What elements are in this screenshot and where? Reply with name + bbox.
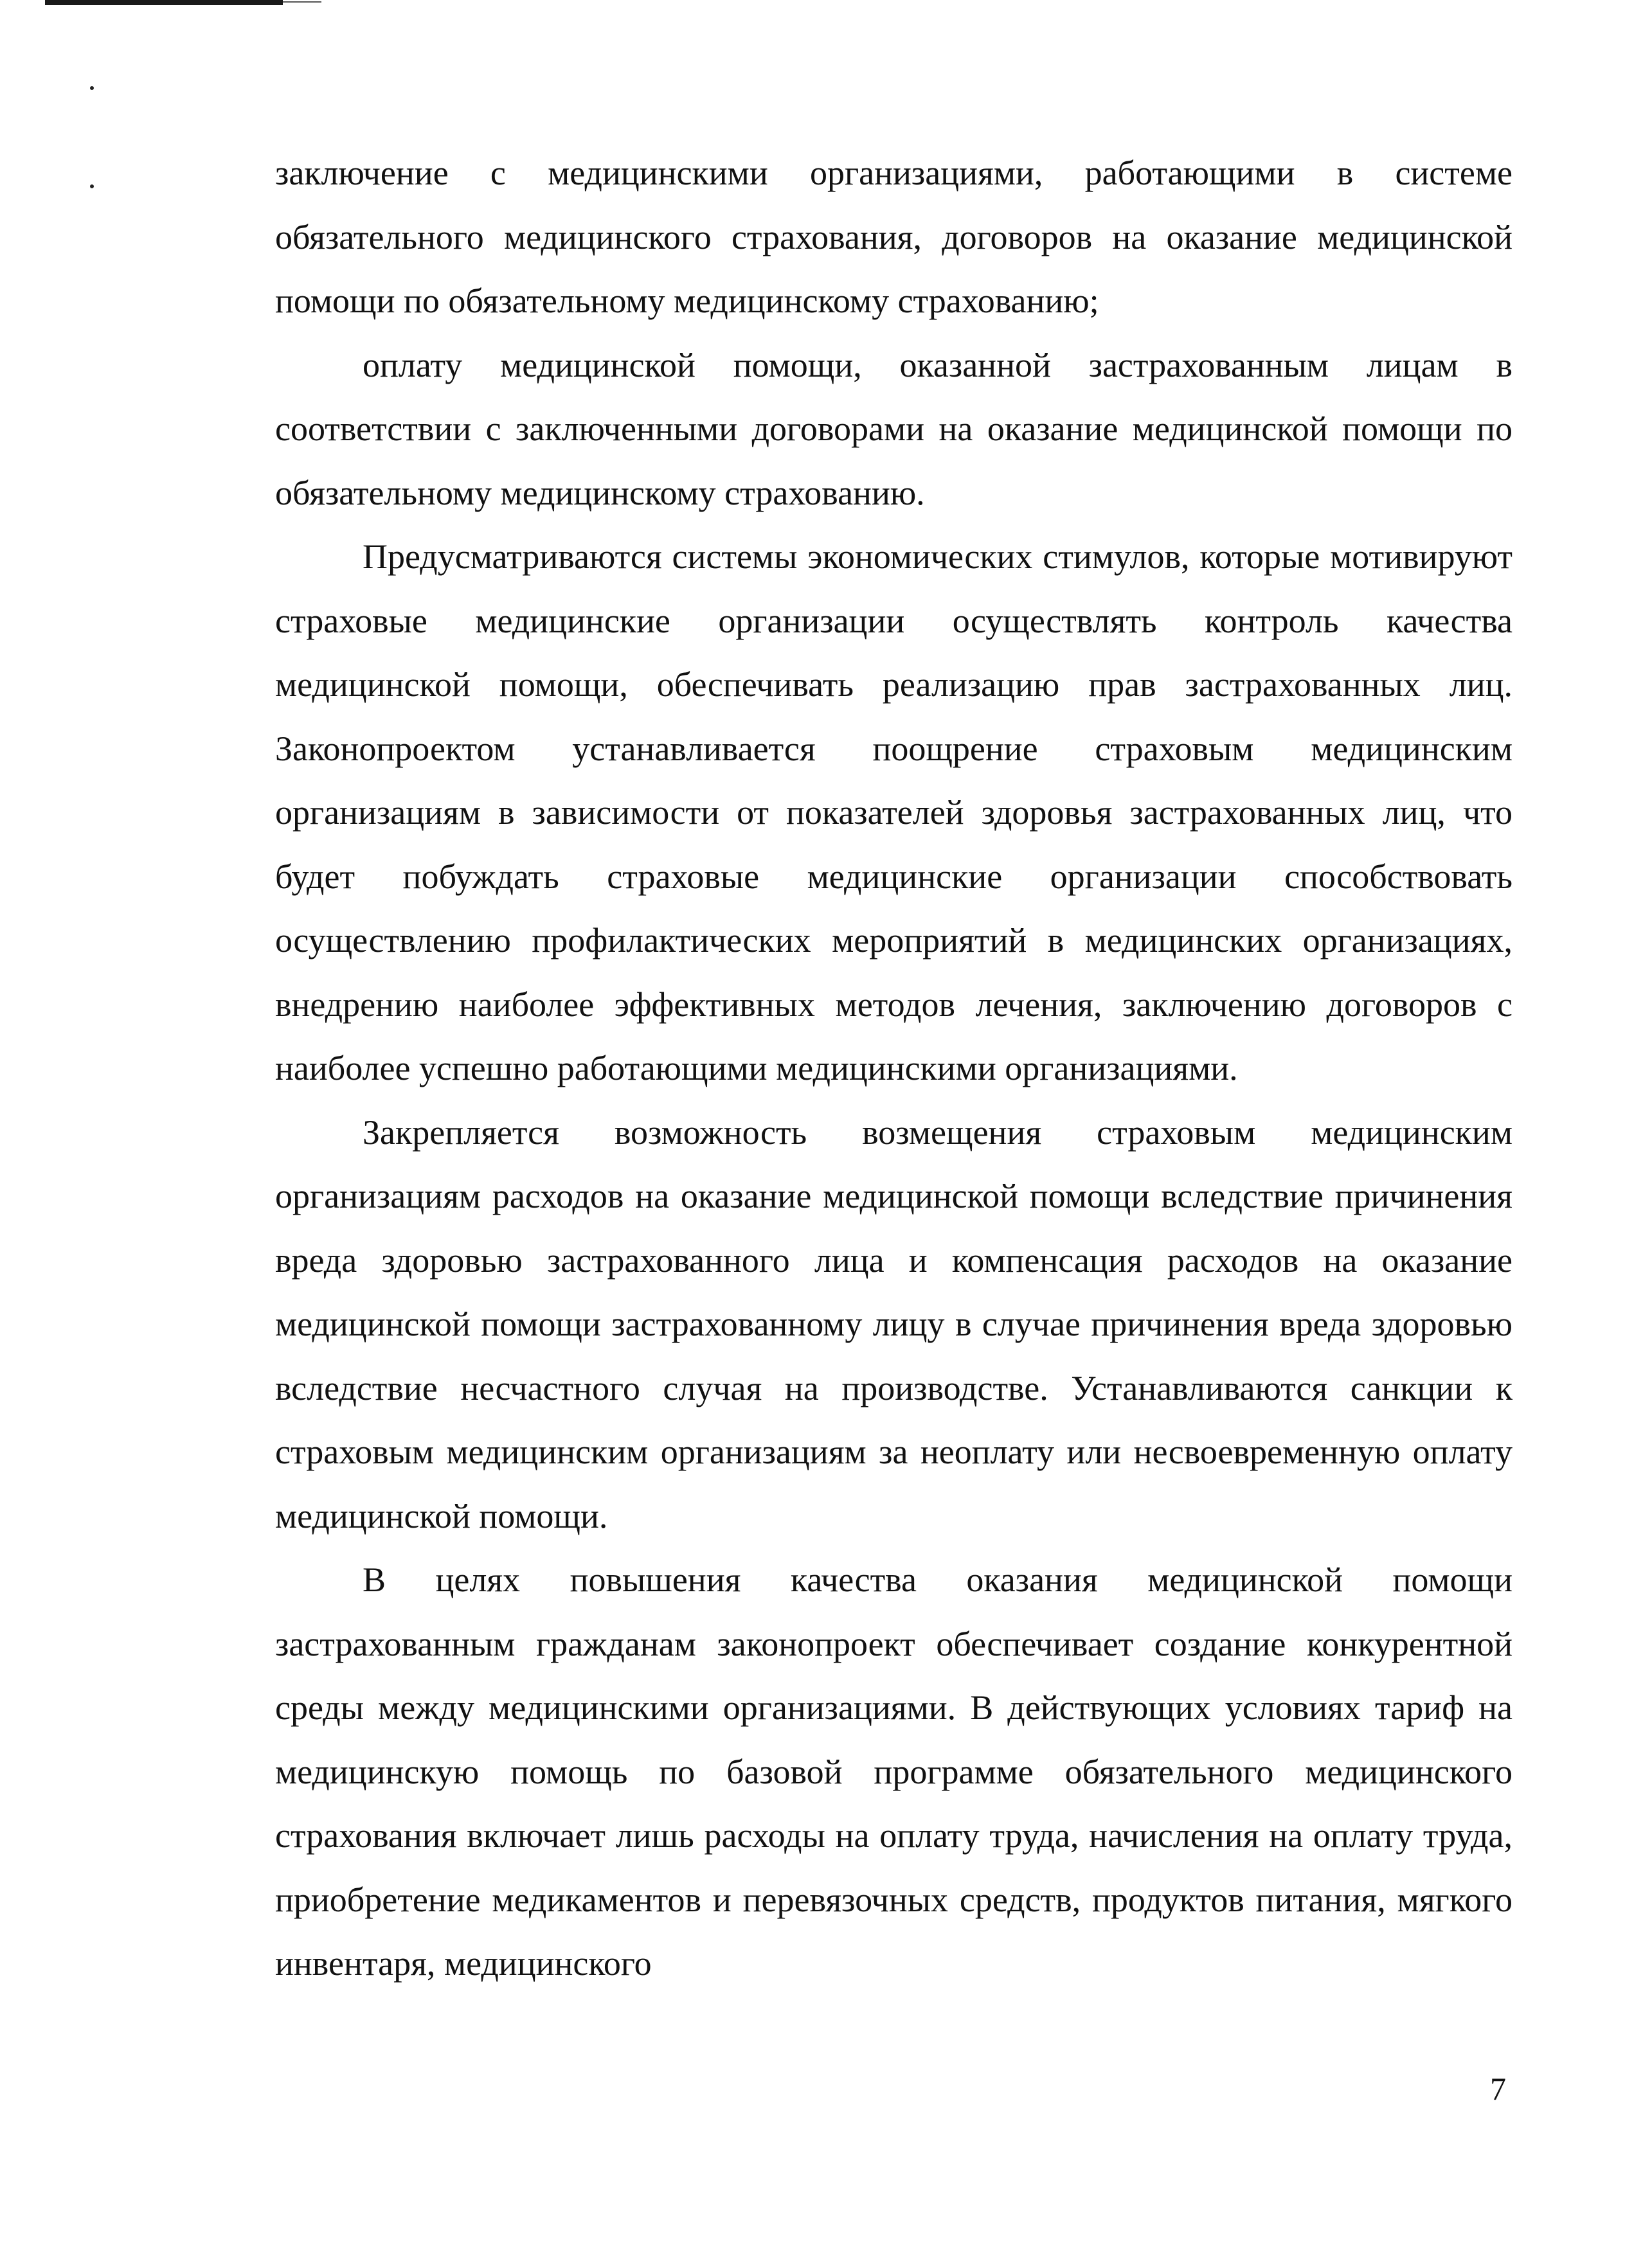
- page-number: 7: [1490, 2071, 1506, 2107]
- scan-edge-mark: [45, 0, 283, 5]
- paragraph: Закрепляется возможность возмещения страховым медицинским организациям расходов на оказание медицинской помощи вследствие причинения вреда здоровью застрахованного лица и компенсация расходов на оказание медицинской помощи застрахованному лицу в случае причинения вреда здоровью вследствие несчастного случая на производстве. Устанавливаются санкции к страховым медицинским организациям за неоплату или несвоевременную оплату медицинской помощи.: [275, 1112, 1513, 1535]
- scan-edge-mark-thin: [283, 1, 321, 3]
- paragraph: В целях повышения качества оказания медицинской помощи застрахованным гражданам законопроект обеспечивает создание конкурентной среды между медицинскими организациями. В действующих условиях тариф на медицинскую помощь по базовой программе обязательного медицинского страхования включает лишь расходы на оплату труда, начисления на оплату труда, приобретение медикаментов и перевязочных средств, продуктов питания, мягкого инвентаря, медицинского: [275, 1560, 1513, 1983]
- scan-speck: [90, 86, 94, 90]
- paragraph: Предусматриваются системы экономических стимулов, которые мотивируют страховые медицинские организации осуществлять контроль качества медицинской помощи, обеспечивать реализацию прав застрахованных лиц. Законопроектом устанавливается поощрение страховым медицинским организациям в зависимости от показателей здоровья застрахованных лиц, что будет побуждать страховые медицинские организации способствовать осуществлению профилактических мероприятий в медицинских организациях, внедрению наиболее эффективных методов лечения, заключению договоров с наиболее успешно работающими медицинскими организациями.: [275, 537, 1513, 1087]
- scan-speck: [90, 184, 94, 188]
- paragraph: оплату медицинской помощи, оказанной застрахованным лицам в соответствии с заключенными договорами на оказание медицинской помощи по обязательному медицинскому страхованию.: [275, 345, 1513, 512]
- document-body: [275, 141, 1513, 1996]
- paragraph-continued: заключение с медицинскими организациями, работающими в системе обязательного медицинского страхования, договоров на оказание медицинской помощи по обязательному медицинскому страхованию;: [275, 154, 1513, 320]
